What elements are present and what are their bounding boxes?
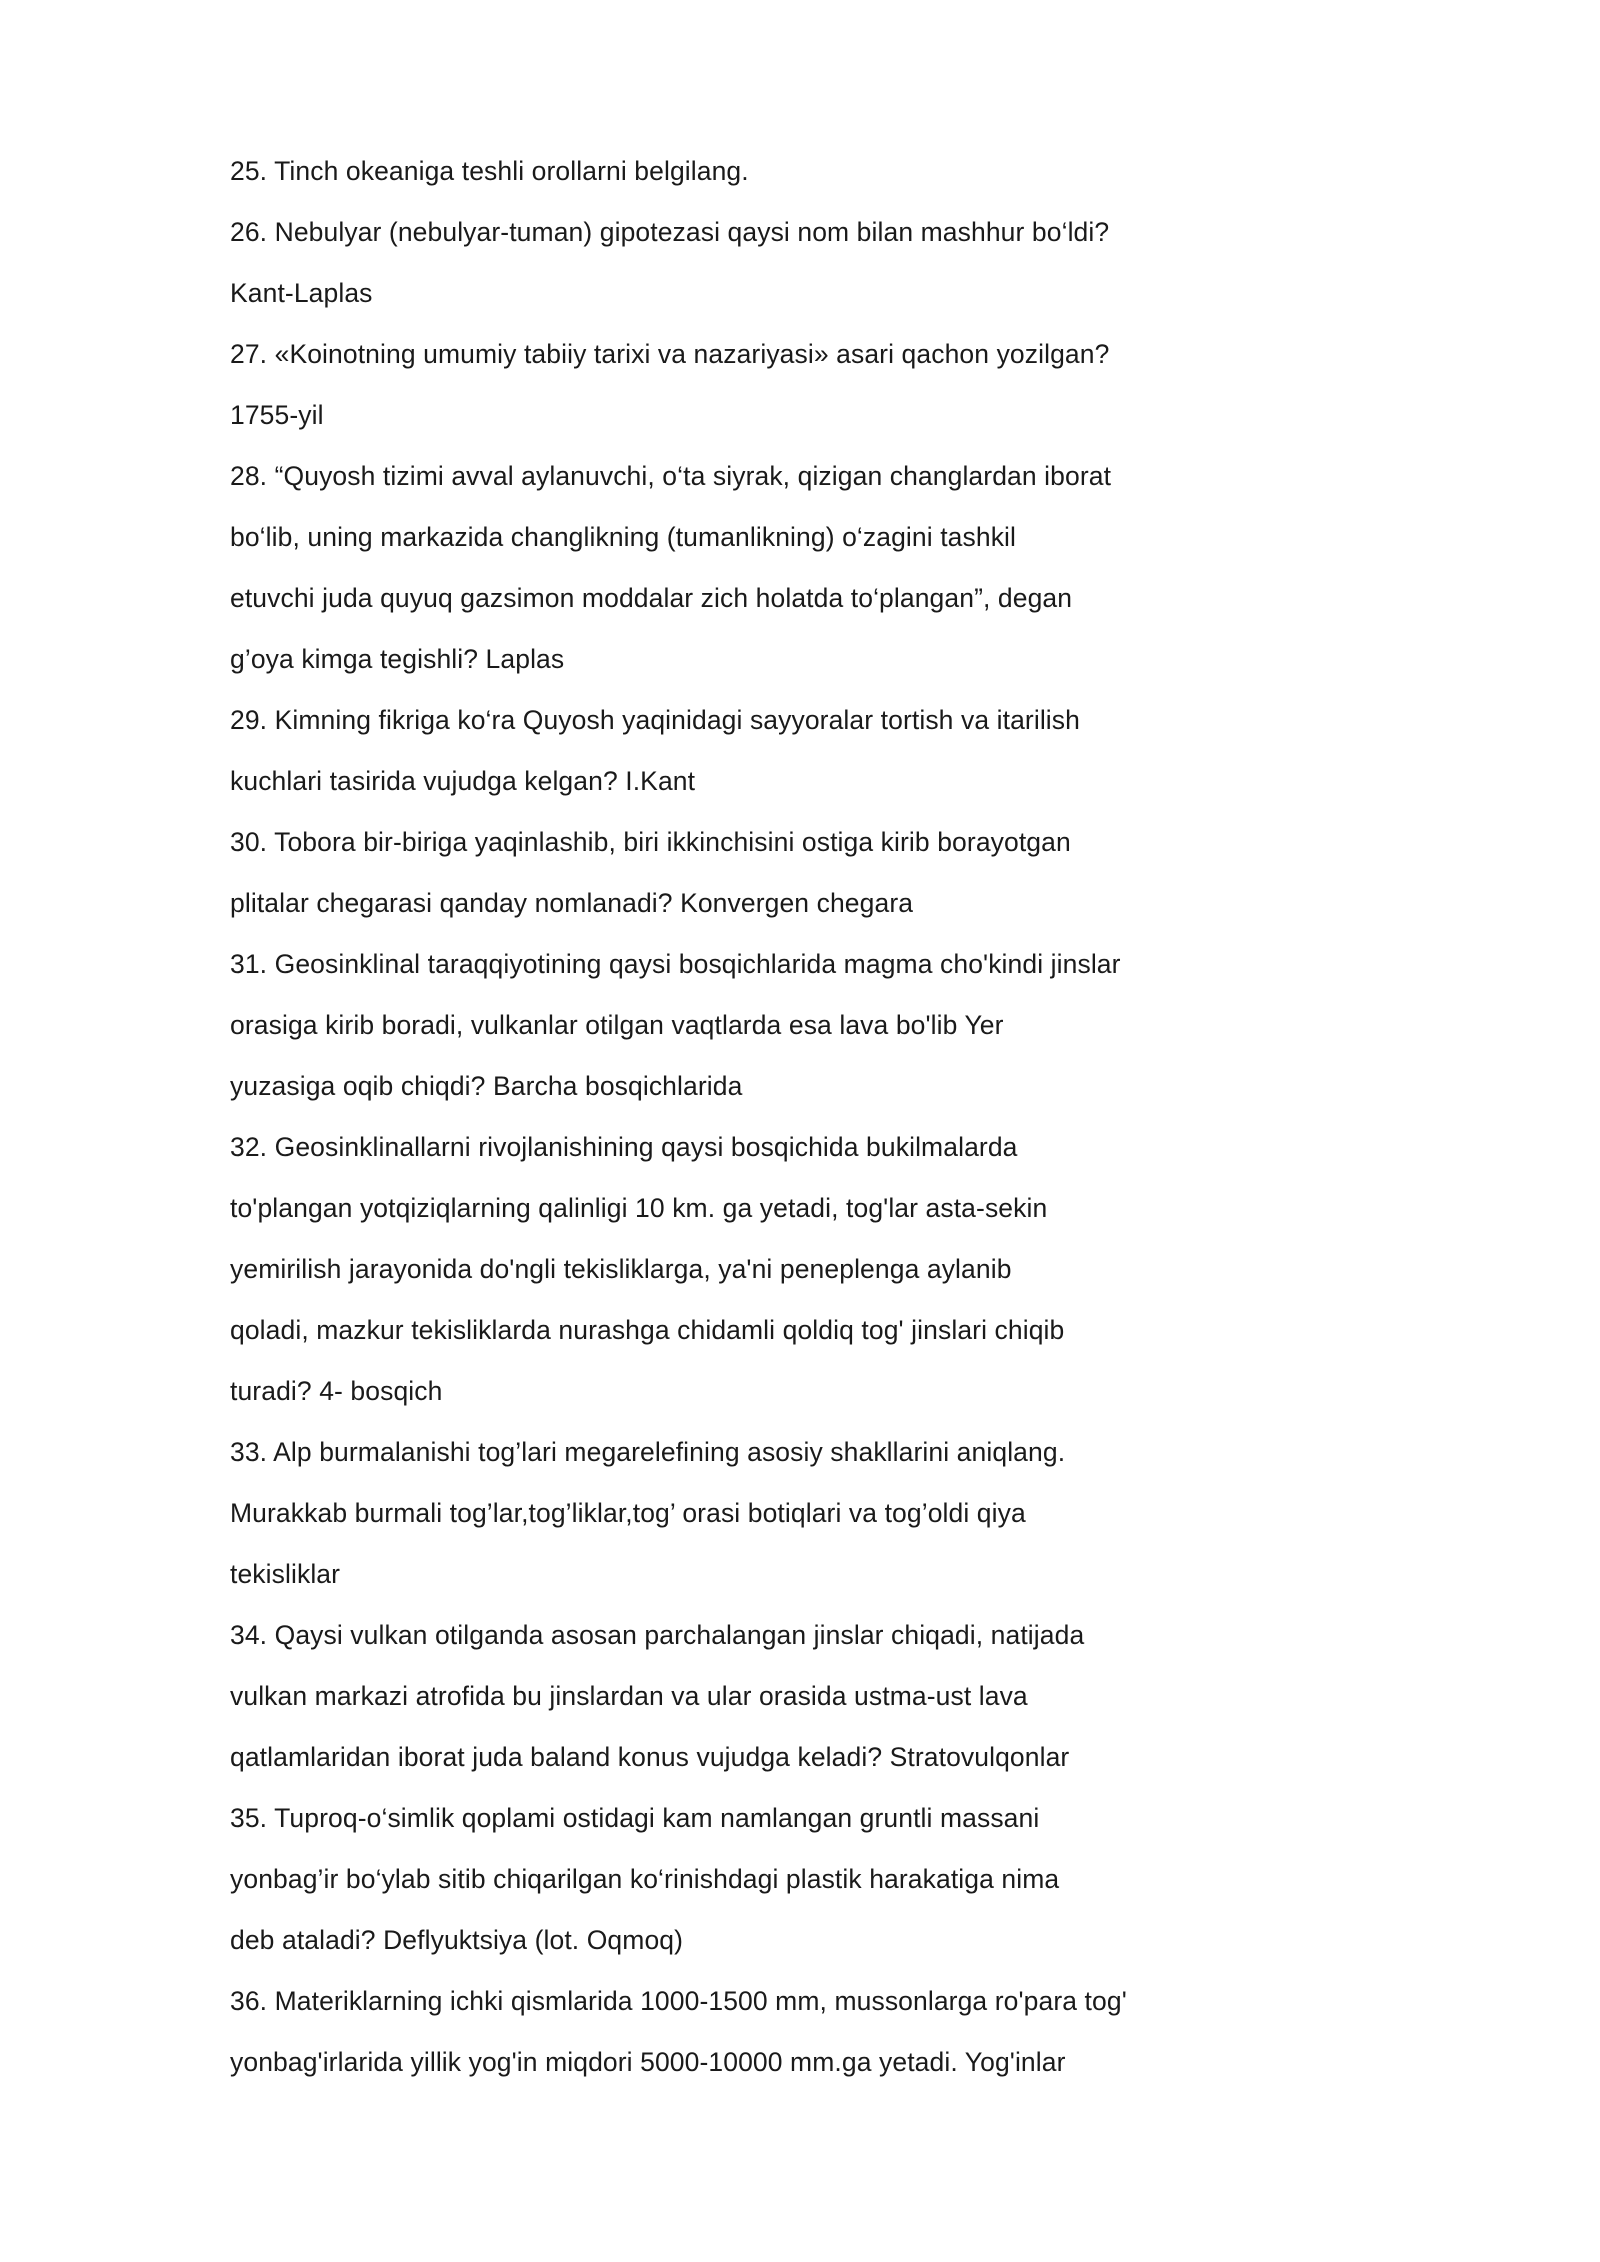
text-line: g’oya kimga tegishli? Laplas [230,644,565,674]
text-line: qatlamlaridan iborat juda baland konus vujudga keladi? Stratovulqonlar [230,1742,1070,1772]
text-line: 29. Kimning fikriga ko‘ra Quyosh yaqinidagi sayyoralar tortish va itarilish [230,705,1080,735]
text-line: turadi? 4- bosqich [230,1376,443,1406]
text-line: yonbag'irlarida yillik yog'in miqdori 5000-10000 mm.ga yetadi. Yog'inlar [230,2047,1066,2077]
text-line: deb ataladi? Deflyuktsiya (lot. Oqmoq) [230,1925,684,1955]
text-line: Murakkab burmali tog’lar,tog’liklar,tog’ orasi botiqlari va tog’oldi qiya [230,1498,1026,1528]
text-line: to'plangan yotqiziqlarning qalinligi 10 km. ga yetadi, tog'lar asta-sekin [230,1193,1048,1223]
text-line: tekisliklar [230,1559,341,1589]
text-line: 33. Alp burmalanishi tog’lari megarelefining asosiy shakllarini aniqlang. [230,1437,1066,1467]
text-line: bo‘lib, uning markazida changlikning (tumanlikning) o‘zagini tashkil [230,522,1017,552]
text-line: 31. Geosinklinal taraqqiyotining qaysi bosqichlarida magma cho'kindi jinslar [230,949,1121,979]
text-line: 32. Geosinklinallarni rivojlanishining qaysi bosqichida bukilmalarda [230,1132,1018,1162]
text-line: 28. “Quyosh tizimi avval aylanuvchi, o‘ta siyrak, qizigan changlardan iborat [230,461,1112,491]
text-line: qoladi, mazkur tekisliklarda nurashga chidamli qoldiq tog' jinslari chiqib [230,1315,1065,1345]
text-line: orasiga kirib boradi, vulkanlar otilgan vaqtlarda esa lava bo'lib Yer [230,1010,1004,1040]
text-line: kuchlari tasirida vujudga kelgan? I.Kant [230,766,696,796]
text-line: 30. Tobora bir-biriga yaqinlashib, biri ikkinchisini ostiga kirib borayotgan [230,827,1071,857]
text-line: etuvchi juda quyuq gazsimon moddalar zich holatda to‘plangan”, degan [230,583,1073,613]
text-line: Kant-Laplas [230,278,373,308]
text-line: yuzasiga oqib chiqdi? Barcha bosqichlarida [230,1071,743,1101]
text-line: plitalar chegarasi qanday nomlanadi? Konvergen chegara [230,888,914,918]
text-line: 25. Tinch okeaniga teshli orollarni belgilang. [230,156,749,186]
text-line: 26. Nebulyar (nebulyar-tuman) gipotezasi qaysi nom bilan mashhur bo‘ldi? [230,217,1110,247]
text-line: yemirilish jarayonida do'ngli tekisliklarga, ya'ni peneplenga aylanib [230,1254,1012,1284]
text-line: vulkan markazi atrofida bu jinslardan va ular orasida ustma-ust lava [230,1681,1028,1711]
text-line: 34. Qaysi vulkan otilganda asosan parchalangan jinslar chiqadi, natijada [230,1620,1085,1650]
text-line: yonbag’ir bo‘ylab sitib chiqarilgan ko‘rinishdagi plastik harakatiga nima [230,1864,1060,1894]
text-line: 35. Tuproq-o‘simlik qoplami ostidagi kam namlangan gruntli massani [230,1803,1040,1833]
document-body [230,150,1410,2102]
text-line: 27. «Koinotning umumiy tabiiy tarixi va nazariyasi» asari qachon yozilgan? [230,339,1110,369]
text-line: 1755-yil [230,400,324,430]
text-line: 36. Materiklarning ichki qismlarida 1000-1500 mm, mussonlarga ro'para tog' [230,1986,1127,2016]
